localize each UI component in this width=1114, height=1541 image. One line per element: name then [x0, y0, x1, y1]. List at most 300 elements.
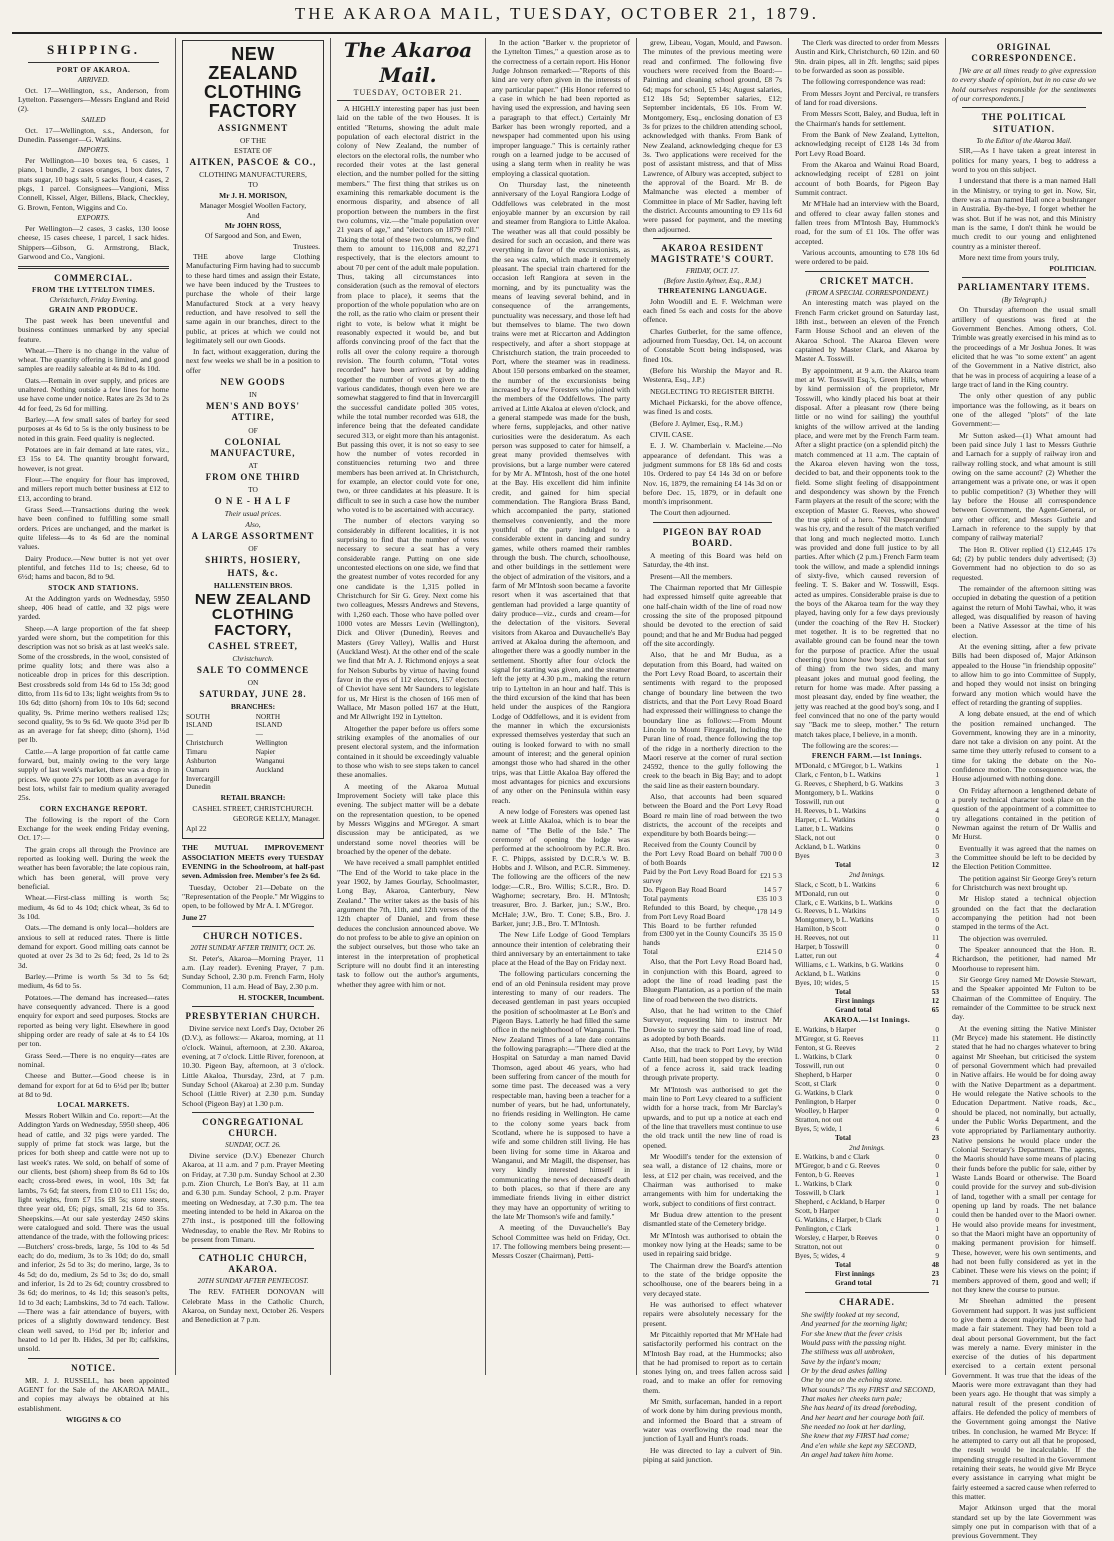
ad-text: CASHEL STREET, CHRISTCHURCH.: [192, 803, 314, 813]
list-item: Christchurch: [186, 739, 224, 748]
paragraph: Sir George Grey named Mr Dowsie Stewart, and the Speaker appointed Mr Fulton to be Chairman of the Committee of Enquiry. The remainder of the Committee to be struck next day.: [952, 975, 1096, 1022]
batsman: Williams, c L. Watkins, b G. Watkins: [795, 960, 904, 970]
paragraph: Grass Seed.—There is no enquiry—rates are nominal.: [18, 1050, 169, 1069]
score-heading: 2nd Innings.: [849, 1143, 885, 1152]
church-text: St. Peter's, Akaroa—Morning Prayer, 11 a.m. (Lay reader). Evening Prayer, 7 p.m. Sunday School, 2.30 p.m. French Farm, Holy Communion, 11 a.m. Head of Bay, 2.30 p.m.: [182, 953, 324, 991]
runs: 4: [935, 805, 939, 815]
batsman: Montgomery, b L. Watkins: [795, 787, 874, 797]
paragraph: Barley.—A few small sales of barley for seed purposes at 4s 6d to 5s is the only business to be noted in this grain. Feed quality is neglected.: [18, 415, 169, 443]
batsman: G. Reeves, c Shepherd, b G. Watkins: [795, 779, 903, 789]
runs: 65: [931, 1005, 939, 1015]
list-item: Oamaru: [186, 765, 210, 774]
paragraph: grew, Libeau, Vogan, Mould, and Pawson. The minutes of the previous meeting were read and confirmed. The following five vouchers were received from the Board:—Painting and cleaning school ground, £8 7s 6d; maps for school, £5 14s; August salaries, £12 18s 5d; September salaries, £12; September incidentals, £6 10s. From W. Montgomery, Esq., enclosing donation of £3 3s for prizes to the children attending school, acknowledged with thanks. From Bank of New Zealand, acknowledging cheque for £3 3s. Two applications were received for the post of assistant mistress, and that of Miss Lawrence, of Albury was accepted, subject to the approval of the Board. Mr B. de Malmanche was elected a member of Committee in place of Mr Sadler, having left the district. Accounts amounting to £9 11s 6d were passed for payment, and the meeting then adjourned.: [643, 38, 782, 234]
divider: [192, 1006, 314, 1007]
runs: 6: [935, 879, 939, 889]
cricket-body: [795, 298, 939, 750]
runs: 0: [935, 897, 939, 907]
masthead-rule: [12, 32, 1102, 34]
paragraph: NEGLECTING TO REGISTER BIRTH.: [650, 386, 775, 396]
batsman: Latter, b L. Watkins: [795, 823, 853, 833]
column-6: [789, 38, 946, 1459]
paragraph: Charles Gutberlet, for the same offence, adjourned from Tuesday, Oct. 14, on account of Constable Scott being indisposed, was fined 10s.: [643, 326, 782, 364]
ad-heading-3: NEW ZEALAND: [194, 590, 312, 608]
charade-title: CHARADE.: [839, 1296, 895, 1307]
paragraph: And e'en while she kept my SECOND,: [801, 1440, 917, 1450]
congregational-sunday: SUNDAY, OCT. 26.: [225, 1141, 281, 1150]
column-3: [331, 38, 486, 1375]
batsman: Latter, run out: [795, 951, 837, 961]
runs: 12: [931, 859, 939, 869]
court-date: FRIDAY, OCT. 17.: [685, 267, 740, 276]
runs: 53: [931, 987, 939, 997]
paragraph: And yearned for the morning light;: [801, 1319, 908, 1329]
paragraph: The following are the scores:—: [802, 740, 899, 750]
paragraph: The Chairman drew the Board's attention to the state of the bridge opposite the schoolhouse, one of the bearers being in a very decayed state.: [643, 1260, 782, 1298]
batsman: E. Watkins, b and c Clark: [795, 1152, 870, 1162]
paragraph: At the evening sitting the Native Minister (Mr Bryce) made his statement. He distinctly stated that he had no charges whatever to bring against Mr Sheehan, but criticised the system of personal Government which had prevailed in Native affairs. He would be for doing away with the Native Department as a department. He would relegate the Native schools to the Education Department. Native roads, &c., should be placed, not nominally, but actually, under the Public Works Department, and the vote appropriated by Parliamentary authority. Native pensions he would place under the Colonial Secretary's Department. The agents, the Maoris should have some means of placing their funds before the public for sale, either by Waste Lands Board or otherwise. The Board could provide for the survey and sub-division of land, together with a small per centage for opening up land by roads. The net balance could then be handed over to the Maori owner. He would also provide means for investment, so that the Maori might have an opportunity of making permanent provision for himself. These, however, were his own sentiments, and had not been fully considered as yet in the Cabinet. These were his views on the point; if members approved of them, good and well; if not they knew the course to pursue.: [952, 1023, 1096, 1294]
batsman: Ackland, b L. Watkins: [795, 969, 861, 979]
runs: 23: [931, 1269, 939, 1278]
local-title: LOCAL MARKETS.: [57, 1101, 130, 1110]
batsman: H. Reeves, not out: [795, 933, 850, 943]
imports-label: IMPORTS.: [77, 146, 110, 155]
row-label: Received from the County Council by the Port Levy Road Board on behalf of both Boards: [643, 839, 757, 867]
score-row: [795, 861, 939, 870]
parliamentary-subtitle: (By Telegraph.): [1001, 295, 1047, 304]
corn-section: [18, 815, 169, 1100]
batsman: Stratton, not out: [795, 1114, 843, 1124]
ad-text: OF THE: [240, 135, 266, 145]
paragraph: The following correspondence was read:: [802, 77, 926, 87]
paragraph: For she knew that the fever crisis: [801, 1328, 903, 1338]
batsman: Byes, 5; wide, 1: [795, 1123, 843, 1133]
runs: 1: [935, 1188, 939, 1198]
paragraph: The past week has been uneventful and business continues unmarked by any special feature.: [18, 315, 169, 344]
paragraph: Would pass with the passing night.: [801, 1337, 907, 1347]
paragraph: More next time from yours truly,: [959, 253, 1059, 263]
court-body: [643, 297, 782, 518]
row-amount: 178 14 9: [756, 907, 782, 917]
batsman: Slack, c Scott, b L. Watkins: [795, 879, 876, 889]
paragraph: Mr Hislop stated a technical objection grounded on the fact that the declaration accompanying the petition had not been stamped in the terms of the Act.: [952, 894, 1096, 932]
ad-text: ON: [247, 678, 259, 688]
runs: 0: [935, 924, 939, 934]
column-4: [486, 38, 637, 1375]
paragraph: Grass Seed.—Transactions during the week have been confined to fulfilling some small orders. Prices are unchanged, and the market is quite lifeless—4s to 4s 6d are the nominal values.: [18, 505, 169, 552]
paragraph: Potatoes are in fair demand at late rates, viz., £3 15s to £4. The quantity brought forward, however, is not great.: [18, 445, 169, 473]
batsman: Tosswill, run out: [795, 1060, 845, 1070]
batsman: Byes: [795, 850, 810, 860]
ad-text: Manager Mosgiel Woollen Factory,: [199, 200, 307, 210]
batsman: Clark, c Fenton, b L. Watkins: [795, 770, 882, 780]
batsman: Fenton, st G. Reeves: [795, 1042, 856, 1052]
batsman: Shepherd, c Ackland, b Harper: [795, 1197, 885, 1207]
batsman: First innings: [835, 1269, 875, 1278]
score-rows: [795, 1026, 939, 1134]
batsman: L. Watkins, b Clark: [795, 1179, 853, 1189]
batsman: Scott, st Clark: [795, 1078, 837, 1088]
paragraph: The petition against Sir George Grey's return for Christchurch was next brought up.: [952, 873, 1096, 893]
ad-trustee: Mr J. H. MORISON,: [219, 190, 287, 200]
ad-text: MEN'S AND BOYS' ATTIRE,: [205, 401, 300, 423]
paragraph: Oats.—Remain in over supply, and prices are unaltered. Nothing outside a few lines for home use have come under notice. Rates are 2s 3d to 2s 4d for feed, 2s 6d for milling.: [18, 375, 169, 413]
ad-assignment: ASSIGNMENT: [217, 122, 289, 133]
paragraph: Mr M'Hale had an interview with the Board, and offered to clear away fallen stones and fallen trees from M'Intosh Bay, Hummock's road, for the sum of £1 10s. The offer was accepted.: [795, 199, 939, 246]
batsman: Fenton, b G. Reeves: [795, 1170, 855, 1180]
ad-text: CLOTHING MANUFACTURERS,: [199, 170, 307, 180]
arrived-text: Oct. 17—Wellington, s.s., Anderson, from Lyttelton. Passengers—Messrs England and Reid (2).: [18, 85, 169, 114]
runs: 0: [935, 915, 939, 925]
ad-text: SHIRTS, HOSIERY,: [205, 555, 301, 566]
paragraph: Various accounts, amounting to £78 10s 6d were ordered to be paid.: [795, 247, 939, 267]
catholic-title: CATHOLIC CHURCH, AKAROA.: [198, 1253, 308, 1275]
ad-heading-2: CLOTHING FACTORY: [204, 81, 302, 121]
row-label: This Board to be further refunded from £300 yet in the County Council's hands: [643, 920, 757, 948]
corn-title: CORN EXCHANGE REPORT.: [39, 804, 148, 813]
divider: [192, 926, 314, 927]
mutual-text: Tuesday, October 21—Debate on the "Representation of the People." Mr Wiggins to open, to be followed by Mr A. I. M'Gregor.: [182, 882, 324, 911]
congregational-title: CONGREGATIONAL CHURCH.: [202, 1116, 304, 1139]
ad-text: CASHEL STREET,: [208, 640, 298, 651]
scorecard-total: [795, 1134, 939, 1143]
runs: 15: [931, 978, 939, 988]
paragraph: Mr M'Intosh was authorised to obtain the monkey now lying at the Heads; same to be used in repairing said bridge.: [643, 1230, 782, 1259]
paragraph: At the Addington yards on Wednesday, 5950 sheep, 406 head of cattle, and 32 pigs were yarded.: [18, 593, 169, 622]
port-title: PORT OF AKAROA.: [56, 65, 131, 74]
divider: [28, 1358, 159, 1359]
runs: 1: [935, 770, 939, 780]
exports-text: Per Wellington—2 cases, 3 casks, 130 loose cheese, 15 cases cheese, 1 parcel, 1 sack hides. Shippers—Gibson, G. Armstrong, Black, Garwood and Co., Vangioni.: [18, 223, 169, 261]
paragraph: In the action "Barker v. the proprietor of the Lyttelton Times," a question arose as to the correctness of a certain report. His Honor Judge Johnson remarked:—"Reports of this kind are very often given in the interests of any particular paper." (His Honor referred to a case in which he had been reported as having used the expression, and having seen a paragraph to that effect.) Certainly Mr Barker has been wrongly reported, and a newspaper had commented upon his using improper language." This is certainly rather rough on a learned judge to be accused of using a slang term when in reality he was employing a classical quotation.: [492, 38, 630, 178]
runs: 6: [935, 1123, 939, 1133]
ad-text: COLONIAL MANUFACTURE,: [210, 436, 296, 458]
paragraph: CIVIL CASE.: [650, 429, 694, 439]
batsman: M'Donald, run out: [795, 888, 849, 898]
runs: 9: [935, 1251, 939, 1261]
runs: 0: [935, 1152, 939, 1162]
table-row: [643, 904, 782, 922]
paragraph: The New Life Lodge of Good Templars announce their intention of celebrating their third anniversary by an entertainment to take place at the Head of the Bay on Friday next.: [492, 930, 630, 968]
paragraph: The remainder of the afternoon sitting was occupied in debating the question of a petition against the return of Mohi Tawhai, who, it was alleged, was disqualified by reason of having been a Native Assessor at the time of his election.: [952, 583, 1096, 640]
paragraph: Barley.—Prime is worth 5s 3d to 5s 6d; medium, 4s 6d to 5s.: [18, 971, 169, 991]
pigeon-bay-title: PIGEON BAY ROAD BOARD.: [662, 526, 763, 548]
score-row: [795, 1279, 939, 1288]
ad-text: RETAIL BRANCH:: [220, 793, 286, 803]
paragraph: A long debate ensued, at the end of which the position remained unchanged. The Government, knowing they are in a minority, dare not take a division on any point. At the same time they utterly refused to consent to a time for taking the debate on the No-confidence motion. The consequence was, the House adjourned with nothing done.: [952, 709, 1096, 784]
row-amount: £214 5 0: [756, 947, 782, 957]
runs: 12: [931, 996, 939, 1006]
ad-branches-south: [186, 713, 250, 793]
list-item: NORTH ISLAND—: [255, 712, 283, 739]
batsman: Clark, c E. Watkins, b L. Watkins: [795, 897, 893, 907]
scorecard: [795, 762, 939, 861]
divider: [805, 271, 929, 272]
grain-section: [18, 316, 169, 582]
ad-text: HATS, &c.: [227, 568, 279, 579]
editorial-body: [337, 104, 479, 989]
paragraph: On Thursday last, the nineteenth anniversary of the Loyal Rangiora Lodge of Oddfellows was celebrated in the most enjoyable manner by an excursion by rail and steamer from Rangiora to Little Akaloa. The weather was all that could possibly be desired for such an occasion, and there was everything in favor of the excursionists, as the sea was calm, which made it extremely pleasant. The special train chartered for the occasion left Rangiora at seven in the morning, and by its punctuality was the means of leaving several behind, and in consequence of the arrangements, punctuality was necessary, and those left had but themselves to blame. The two down trains were met at Riccarton and Addington respectively, and after a short stoppage at Christchurch station, the train proceeded to Port, where the steamer was in readiness. About 150 persons embarked on the steamer, the number of the excursionists being increased by a few Foresters who joined with the members of the Oddfellows. The party arrived at Little Akaloa at eleven o'clock, and a general stampede was made for the bush, where ferns, supplejacks, and other native curiosities were the desideratum. As each person was supposed to cater for himself, a great many provided themselves with provisions, but a large number were catered for by Mr A. M'Intosh, host of the one hotel at the Bay. His excellent did him infinite credit, and gained for him special commendation. The Rangiora Brass Band, which accompanied the party, stationed themselves conveniently, and the more youthful of the party indulged to a considerable extent in dancing and sundry games, while others roamed their rambles through the bush. The church, schoolhouse, and other buildings in the settlement were the object of admiration of the visitors, and a farm of Mr M'Intosh soon became a favorite resort when it was ascertained that that gentleman had provided a large quantity of dairy produce—viz., curds and cream—for the delectation of the visitors. Several visitors from Akaroa and Duvauchelle's Bay arrived at Akaloa during the afternoon, and altogether there was a goodly number in the settlement. Shortly after four o'clock the signal for starting was given, and the steamer left the jetty at 4.30 p.m., making the return trip to Lyttelton in an hour and half. This is the third excursion of the kind that has been held under the auspices of the Rangiora Lodge of Oddfellows, and it is evident from the manner in which the excursionists expressed themselves yesterday that such an outing is looked forward to with no small amount of interest; and the general opinion amongst those who had shared in the other trips, was that Little Akaloa Bay offered the most advantages for picnics and excursions of any other on the Peninsula within easy reach.: [492, 179, 630, 805]
editorial-dateline: TUESDAY, OCTOBER 21.: [337, 88, 479, 101]
divider: [192, 1248, 314, 1249]
divider: [962, 107, 1086, 108]
row-label: Total: [643, 947, 658, 957]
batsman: Shepherd, b Harper: [795, 1069, 852, 1079]
batsman: Scott, b Harper: [795, 1206, 840, 1216]
batsman: Total: [835, 1132, 851, 1142]
ad-text: Also,: [245, 519, 261, 529]
batsman: G. Reeves, b L. Watkins: [795, 906, 866, 916]
paragraph: Or by the dead ashes falling: [801, 1365, 887, 1375]
paragraph: The objection was overruled.: [959, 933, 1048, 943]
scorecard-total: [795, 988, 939, 1015]
divider: [805, 1292, 929, 1293]
ad-text: Christchurch.: [232, 653, 274, 663]
batsman: Stratton, not out: [795, 1242, 843, 1252]
runs: 4: [935, 1114, 939, 1124]
row-amount: 35 15 0: [760, 929, 782, 939]
score-rows: [795, 1153, 939, 1261]
batsman: Ackland, b L. Watkins: [795, 841, 861, 851]
church-signature: H. STOCKER, Incumbent.: [238, 992, 324, 1002]
paragraph: Mr Woodill's tender for the extension of sea wall, a distance of 12 chains, more or less, at £12 per chain, was received, and the Chairman was authorised to make arrangements with him for undertaking the work, subject to conditions of first contract.: [643, 1151, 782, 1208]
paragraph: The following particulars concerning the end of an old Peninsula resident may prove interesting to many of our readers. The deceased gentleman in past years occupied the position of schoolmaster at Le Bon's and Pigeon Bays. Latterly he had filled the same office in the neighborhood of Wanganui. The New Zealand Times of a late date contains the following paragraph:—"There died at the Hospital on Saturday a man named David Thomson, aged about 46 years, who had been suffering from cancer of the mouth for some time past. The deceased was a very respectable man, having been a teacher for a number of years, but he had, unfortunately, no friends residing in Wellington. He came to the colony some years back from Scotland, where he is supposed to have a wife and some children still living. He has been living for some time in Akaroa and Wanganui, and Mr Magill, the dispenser, has very kindly interested himself in communicating the news of deceased's death to both places, so that if there are any immediate friends living in either district they may have an opportunity of writing to the late Mr Thomson's wife and family.": [492, 969, 630, 1222]
batsman: Worsley, c Harper, b Reeves: [795, 1233, 878, 1243]
political-letter: [952, 146, 1096, 262]
shipping-title: SHIPPING.: [46, 42, 141, 57]
court-subhead: THREATENING LANGUAGE.: [657, 286, 767, 295]
list-item: Timaru: [186, 748, 207, 757]
political-signature: POLITICIAN.: [1049, 264, 1096, 274]
ad-text: GEORGE KELLY, Manager.: [232, 813, 320, 823]
paragraph: What sounds? 'Tis my FIRST and SECOND,: [801, 1384, 936, 1394]
scorecard: [795, 1153, 939, 1261]
paragraph: Present—All the members.: [650, 571, 733, 581]
stock-title: STOCK AND STATIONS.: [48, 583, 139, 592]
batsman: G. Watkins, b Clark: [795, 1087, 853, 1097]
runs: 71: [931, 1277, 939, 1287]
batsman: M'Gregor, st G. Reeves: [795, 1033, 864, 1043]
paragraph: (Before his Worship the Mayor and R. Westenra, Esq., J.P.): [643, 365, 782, 385]
divider: [653, 238, 772, 239]
paragraph: THE above large Clothing Manufacturing Firm having had to succumb to these hard times and assign their Estate, we have been induced by the Trustees to purchase the whole of their large Manufactured Stock at a very heavy reduction, and have resolved to sell the same again in our branches, direct to the public, at prices at which we could not legitimately sell our own Goods.: [186, 251, 320, 345]
paragraph: Wheat.—First-class milling is worth 5s; medium, 4s 6d to 4s 10d; chick wheat, 3s 6d to 3s 10d.: [18, 893, 169, 921]
list-item: Dunedin: [186, 783, 211, 792]
pigeon-bay-body: [643, 551, 782, 839]
table-row: [643, 922, 782, 949]
clothing-factory-advert: [182, 40, 324, 839]
paragraph: Save by the infant's moan;: [801, 1356, 882, 1366]
table-row: [643, 841, 782, 868]
paper-title: The Akaroa Mail.: [343, 38, 473, 87]
paragraph: From the Akaroa and Wainui Road Board, acknowledging receipt of £281 on joint account of both Boards, for Pigeon Bay Summit contract.: [795, 159, 939, 197]
runs: 0: [935, 1197, 939, 1207]
ad-text: SALE TO COMMENCE: [196, 665, 310, 676]
ad-heading-4: CLOTHING FACTORY,: [211, 606, 295, 640]
runs: 0: [935, 1087, 939, 1097]
runs: 0: [935, 787, 939, 797]
paragraph: We have received a small pamphlet entitled "The End of the World to take place in the year 1902, by James Gourlay, Schoolmaster, Long Bay, Akaroa, Canterbury, New Zealand." The writer takes as the basis of his argument the 7th, 11th, and 12th verses of the 12th chapter of Daniel, and from these deduces the conclusion announced above. We do not profess to be able to give an opinion on the subject ourselves, but those who take an interest in the interpretation of prophetical Scripture will no doubt find it an interesting task to follow out the author's arguments, whether they agree with him or not.: [337, 858, 479, 989]
runs: 0: [935, 888, 939, 898]
school-committee-text: [643, 38, 782, 234]
paragraph: A meeting of the Duvauchelle's Bay School Committee was held on Friday, Oct. 17. The following members being present:—Messrs Coszer (Chairman), Petti-: [492, 1223, 630, 1261]
batsman: Total: [835, 1260, 851, 1270]
list-item: SOUTH ISLAND—: [186, 712, 213, 739]
divider: [962, 277, 1086, 278]
ad-text: TO: [248, 180, 258, 190]
ad-branches: [186, 713, 320, 793]
score-total: [795, 1134, 939, 1143]
ad-body: [186, 252, 320, 375]
notice-title: NOTICE.: [71, 1362, 116, 1373]
runs: 11: [931, 1033, 939, 1043]
divider: [653, 522, 772, 523]
paragraph: Also, that the track to Port Levy, by Wild Cattle Hill, had been stopped by the erection of a fence across it, said track leading through private property.: [643, 1045, 782, 1083]
batsman: Slack, not out: [795, 832, 836, 842]
batsman: G. Watkins, c Harper, b Clark: [795, 1215, 882, 1225]
ad-text: OF: [248, 543, 258, 553]
list-item: Napier: [255, 748, 276, 757]
paragraph: Mr Pitcaithly reported that Mr M'Hale had satisfactorily performed his contract on the M'Intosh Bay road, at the Hummocks; also that he had promised to report as to certain stones lying on, and trees fallen across said road, and to make an offer for removing them.: [643, 1329, 782, 1395]
paragraph: Eventually it was agreed that the names on the Committee should be left to be decided by the Election Petition Committee.: [952, 843, 1096, 872]
runs: 0: [935, 1060, 939, 1070]
ad-text: OF: [248, 425, 258, 435]
pigeon-bay-body-2: [643, 957, 782, 1464]
batsman: H. Reeves, b L. Watkins: [795, 805, 866, 815]
row-amount: £35 10 3: [756, 893, 782, 903]
batsman: M'Donald, c M'Gregor, b L. Watkins: [795, 761, 902, 771]
correspondence-title: ORIGINAL CORRESPONDENCE.: [971, 42, 1077, 64]
batsman: Woolley, b Harper: [795, 1105, 849, 1115]
masthead: THE AKAROA MAIL, TUESDAY, OCTOBER 21, 1879.: [294, 4, 820, 23]
accounts-rows: [643, 841, 782, 958]
paragraph: And her heart and her courage both fail.: [801, 1412, 925, 1422]
runs: 0: [935, 1215, 939, 1225]
runs: 48: [931, 1260, 939, 1270]
paragraph: A meeting of this Board was held on Saturday, the 4th inst.: [643, 550, 782, 570]
batsman: Total: [835, 987, 851, 997]
catholic-text: The REV. FATHER DONOVAN will Celebrate Mass in the Catholic Church, Akaroa, on Sunday next, October 26. Vespers and Benediction at 7 p.m.: [182, 1287, 324, 1325]
paragraph: He was authorised to effect whatever repairs were absolutely necessary for the present.: [643, 1299, 782, 1328]
table-row: [643, 868, 782, 886]
paragraph: Also, that he and Mr Budua, as a deputation from this Board, had waited on the Port Levy Road Board, to ascertain their sentiments with regard to the proposed change of boundary line between the two districts, and that the Port Levy Road Board had expressed their willingness to change the boundary line as follows:—From Mount Lincoln to Mount Fitzgerald, including the Puran line of road, thence following the top of the ridge in a northerly direction to the Maori reserve at the corner of rural section 24592, thence to the gully following the creek to the beach in Big Bay; and to adopt the said line as their eastern boundary.: [643, 650, 782, 790]
runs: 1: [935, 1170, 939, 1180]
stock-section: [18, 594, 169, 803]
presbyterian-text: Divine service next Lord's Day, October 26 (D.V.), as follows:— Akaroa, morning, at 11 o'clock. Wainui, afternoon, at 2.30. Akaroa, evening, at 7 o'clock. Little River, forenoon, at 10.30. Pigeon Bay, afternoon, at 3 o'clock. Little Akaloa, Thursday, 23rd, at 7 p.m. Sunday School (Akaroa) at 2.30 p.m. Sunday School (Little River) at 2.30 p.m. Sunday School (Pigeon Bay) at 1.30 p.m.: [182, 1024, 324, 1108]
score-heading: AKAROA.—1st Innings.: [823, 1016, 911, 1025]
parliamentary-body: [952, 305, 1096, 1540]
list-item: Wellington: [255, 739, 288, 748]
divider: [28, 62, 159, 63]
batsman: Harper, b Tosswill: [795, 942, 849, 952]
runs: 0: [935, 1024, 939, 1034]
ad-text: And: [246, 211, 260, 220]
score-row: [795, 843, 939, 852]
paragraph: Mr Sutton asked—(1) What amount had been paid since July 1 last to Messrs Guthrie and Larnach for a supply of railway iron and railway rolling stock, and what amount is still owing on the same account? (2) Whether the arrangement was a private one, or was it open to public competition? (3) Whether they will lay before the House all correspondence between Government, the Agent-General, or any other officer, and Messrs Guthrie and Larnach in reference to the supply by that company of railway material?: [952, 430, 1096, 543]
paragraph: A HIGHLY interesting paper has just been laid on the table of the two Houses. It is entitled "Returns, showing the adult male population of each electoral district in the colony of New Zealand, the number of electors on the electoral rolls, the number who recorded their votes at the last general election, and the number polled for the sitting members." The first thing that strikes us on examining this remarkable document is the enormous disparity, and absence of all proportion between the numbers in the first two columns, viz.—the "male population over 21 years of age," and "electors on 1879 roll." Taking the total of these two columns, we find them to amount to 116,008 and 82,271 respectively, that is the electors amount to about 70 per cent of the adult male population. Thus, taking all circumstances into consideration (such as the removal of electors from place to place), it seems that the proportion of the whole population who are on the roll, as the ratio who claim or present their right to vote, is below what it might be reasonably expected it would be, and but affords convincing proof of the fact that the rolls all over the colony require a thorough revision. The fourth column, "Total votes recorded" have been arrived at by adding together the number of votes given to the various candidates, though even here we are somewhat staggered to find that in Invercargill the successful candidate polled 305 votes, while the total number recorded was 618, the inference being that the defeated candidate secured 313, or eight more than his antagonist. But passing this over, it is not so easy to see how the number of votes recorded in constituencies returning two and three members has been arrived at. In Christchurch, for example, an elector could vote for one, two, or three candidates at his pleasure. It is difficult to see in such a case how the number who voted is to be ascertained with accuracy.: [337, 104, 479, 515]
batsman: Penlington, c Clark: [795, 1224, 852, 1234]
local-section: [18, 1111, 169, 1354]
paragraph: Also, that the Port Levy Road Board had, in conjunction with this Board, agreed to adopt the line of road leading past the Bluegum Plantation, as a portion of the main line of road between the two districts.: [643, 957, 782, 1004]
catholic-sunday: 20TH SUNDAY AFTER PENTECOST.: [197, 1277, 309, 1286]
ad-text: Their usual prices.: [224, 509, 282, 519]
paragraph: On Thursday afternoon the usual small artillery of questions was fired at the Government Benches. Among others, Col. Trimble was greatly exercised in his mind as to the proceedings of a Mr Joshua Jones. It was elicited that he was "to some extent" an agent of the Government in a Native district, also that he was in process of acquiring a lease of a large tract of land in the King country.: [952, 305, 1096, 390]
batsman: Byes, 5; wides, 4: [795, 1251, 846, 1261]
scorecard: [795, 881, 939, 989]
runs: 0: [935, 823, 939, 833]
runs: 0: [935, 1105, 939, 1115]
ad-heading-1: NEW ZEALAND: [208, 44, 298, 83]
column-7: [946, 38, 1102, 1541]
row-amount: 14 5 7: [763, 884, 782, 894]
paragraph: Sheep.—A large proportion of the fat sheep yarded were shorn, but the competition for this description was not so brisk as at last week's sale. Some of the crossbreds, in the wool, consisted of prime quality lots; and there was also a noticeable drop in prices for this description. Best crossbreds sold from 14s 6d to 15s 3d; good ditto, from 11s 6d to 13s; light weights from 9s to 10s 6d; ditto (shorn) from 10s to 10s 6d; second quality, 9s. Prime merino wethers realised 12s; second quality, 9s to 9s 6d. We quote 3½d per lb as an average for fat sheep; ditto (shorn), 1½d per lb.: [18, 623, 169, 745]
paragraph: Altogether the paper before us offers some striking examples of the anomalies of our present electoral system, and the information contained in it should be exceedingly valuable to those who wish to see steps taken to cancel these anomalies.: [337, 723, 479, 780]
news-items: [492, 38, 630, 1261]
road-board-continued: [795, 38, 939, 267]
row-label: Do. Pigeon Bay Road Board: [643, 884, 727, 894]
batsman: Tosswill, run out: [795, 796, 845, 806]
paragraph: The only other question of any public importance was the following, as it bears on one of the alleged "plots" of the late Government:—: [952, 391, 1096, 429]
paragraph: In fact, without exaggeration, during the next few weeks we shall be in a position to offer: [186, 347, 320, 375]
paragraph: Also, that he had written to the Chief Surveyor, requesting him to instruct Mr Dowsie to survey the said road line of road, as adopted by both Boards.: [643, 1006, 782, 1043]
paragraph: From the Bank of New Zealand, Lyttelton, acknowledging receipt of £128 14s 3d from Port Levy Road Board.: [795, 129, 939, 158]
paragraph: He was directed to lay a culvert of 9in. piping at said junction.: [643, 1445, 782, 1465]
notice-signature: WIGGINS & CO: [65, 1414, 122, 1424]
score-heading: FRENCH FARM.—1st Innings.: [811, 752, 923, 761]
paragraph: An interesting match was played on the French Farm cricket ground on Saturday last, 18th inst., between an eleven of the French Farm House School and an eleven of the Akaroa School. The Akaroa Eleven were captained by Master Clark, and Akaroa by Master A. Tosswill.: [795, 298, 939, 364]
paragraph: The stillness was all unbroken,: [801, 1347, 895, 1357]
mutual-title: THE MUTUAL IMPROVEMENT ASSOCIATION MEETS every TUESDAY EVENING in the Schoolroom, at half-past seven. Admission free. Member's fee 2s 6d.: [182, 843, 324, 881]
paragraph: An angel had taken him home.: [801, 1449, 894, 1459]
paragraph: Cheese and Butter.—Good cheese is in demand for export for at 6d to 6½d per lb; butter at 8d to 9d.: [18, 1071, 169, 1099]
runs: 1: [935, 1206, 939, 1216]
paragraph: Potatoes.—The demand has increased—rates have consequently advanced. There is a good enquiry for export and seed purposes. Stocks are reported as being very light. Elsewhere in good shipping order are ready of sale at 4s to £4 10s per ton.: [18, 992, 169, 1049]
ad-sale-date: SATURDAY, JUNE 28.: [199, 689, 307, 700]
runs: 0: [935, 1233, 939, 1243]
paragraph: One by one on the echoing stone.: [801, 1375, 903, 1385]
row-label: Refunded to this Board, by cheque, from Port Levy Road Board: [643, 902, 757, 921]
row-label: Total payments: [643, 893, 688, 903]
ad-text: HALLENSTEIN BROS.: [213, 581, 293, 591]
ad-text: IN: [249, 390, 257, 400]
paragraph: A meeting of the Akaroa Mutual Improvement Society will take place this evening. The subject matter will be a debate on the representation question, to be opened by Messrs Wiggins and M'Gregor. A smart discussion may be anticipated, as we understand some novel theories will be broached by the opener of the debate.: [337, 781, 479, 856]
runs: 15: [931, 906, 939, 916]
cricket-title: CRICKET MATCH.: [819, 275, 915, 286]
score-row: [795, 1006, 939, 1015]
batsman: Tosswill, b Clark: [795, 1188, 845, 1198]
batsman: Byes, 10; wides, 5: [795, 978, 849, 988]
ad-branches-title: BRANCHES:: [230, 702, 276, 712]
mutual-date: June 27: [182, 912, 207, 922]
runs: 1: [935, 761, 939, 771]
batsman: Harper, c L. Watkins: [795, 814, 856, 824]
runs: 11: [931, 933, 939, 943]
paragraph: She knew that my FIRST had come;: [801, 1431, 910, 1441]
paragraph: Mr M'Intosh was authorised to get the main line to Port Levy cleared to a sufficient width for a horse track, from Mr Barclay's upwards, and to put up a notice at each end of the line that travellers must continue to use the old track until the new line of road is opened.: [643, 1084, 782, 1150]
ad-text: O N E - H A L F: [214, 496, 292, 507]
score-row: [795, 1134, 939, 1143]
paragraph: The Speaker announced that the Hon. R. Richardson, the petitioner, had named Mr Moorhouse to represent him.: [952, 945, 1096, 973]
paragraph: Also, that accounts had been squared between the Board and the Port Levy Road Board re main line of road between the two districts, the account of the receipts and expenditure by both Boards being:—: [643, 792, 782, 839]
ad-text: Of Sargood and Son, and Ewen,: [204, 231, 302, 241]
divider: [18, 266, 169, 269]
paragraph: A new lodge of Foresters was opened last week at Little Akaloa, which is to bear the name of "The Belle of the Isle." The ceremony of opening the lodge was performed at the schoolroom by P.C.R. Bro. F. C. Phipps, assisted by D.C.R.'s W. B. Hobbs and J. Wilson, and P.C.R. Simmeney. The following are the officers of the new lodge:—C.R., Bro. Willis; S.C.R., Bro. D. Waghorne; secretary, Bro. H. M'Intosh; treasurer, Bro. J. Barker, jun.; S.W., Bro. McHale; J.W., Bro. T. Cone; S.B., Bro. J. Barker, junr; J.B., Bro. T. M'Intosh.: [492, 806, 630, 928]
court-before: (Before Justin Aylmer, Esq., R.M.): [663, 276, 762, 285]
score-heading: 2nd Innings.: [849, 870, 885, 879]
batsman: First innings: [835, 996, 875, 1006]
ad-text: Trustees.: [292, 241, 320, 251]
list-item: Auckland: [255, 765, 284, 774]
runs: 0: [935, 960, 939, 970]
